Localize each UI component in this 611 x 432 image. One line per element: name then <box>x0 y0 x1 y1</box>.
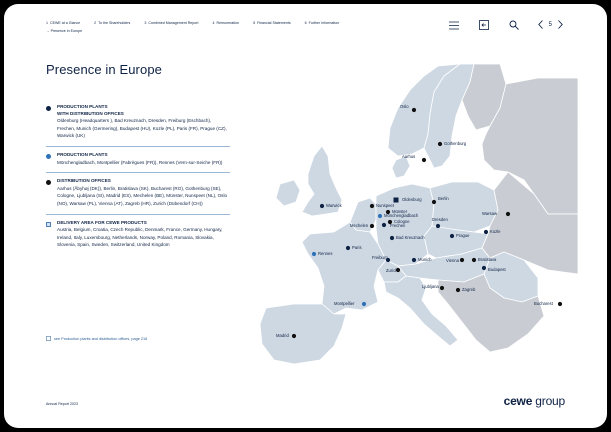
city-label: Kozle <box>490 229 501 234</box>
document-link-icon <box>46 336 51 341</box>
legend-heading: PRODUCTION PLANTS <box>57 104 108 109</box>
page-reference-link[interactable]: see Production plants and distribution offices, page 216 <box>46 336 147 341</box>
navy-dot-icon <box>46 106 51 111</box>
breadcrumb[interactable]: → Presence in Europe <box>46 29 83 33</box>
map-legend <box>46 104 230 260</box>
country-denmark <box>392 156 410 178</box>
city-dot-icon <box>436 224 440 228</box>
legend-heading: WITH DISTRIBUTION OFFICES <box>57 110 124 116</box>
city-dot-icon <box>484 230 488 234</box>
headquarters-square-icon <box>394 198 399 203</box>
report-page <box>4 4 607 428</box>
city-label: Vienna <box>446 258 459 263</box>
city-dot-icon <box>432 200 436 204</box>
nav-item-remuneration[interactable]: 4 Remuneration <box>212 21 240 25</box>
city-label: Munich <box>418 257 432 262</box>
city-label: Prague <box>456 233 470 238</box>
nav-item-management-report[interactable]: 3 Combined Management Report <box>144 21 199 25</box>
city-dot-icon <box>382 223 386 227</box>
pager <box>538 20 563 31</box>
legend-body: Oldenburg (Headquarters ), Bad Kreuznach, Dresden, Freiburg (Eschbach), Frechen, Munich (Germering), Budapest (HU), Kozle (PL), Paris (FR), Prague (CZ), Warwick (UK) <box>57 118 227 139</box>
chevron-left-icon[interactable] <box>538 20 543 31</box>
city-label: Freiburg <box>372 255 388 260</box>
cewe-group-logo: cewe group <box>503 394 565 408</box>
city-dot-icon <box>292 334 296 338</box>
city-kozle <box>484 229 501 234</box>
city-label: Zagreb <box>462 287 476 292</box>
nav-item-shareholders[interactable]: 2 To the Shareholders <box>94 21 131 25</box>
city-label: Bad Kreuznach <box>396 235 425 240</box>
city-label: Berlin <box>438 196 449 201</box>
nav-item-further-information[interactable]: 6 Further Information <box>304 21 340 25</box>
city-dot-icon <box>370 204 374 208</box>
country-ireland <box>276 180 300 206</box>
footer-annual-report: Annual Report 2023 <box>46 402 78 406</box>
city-label: Cologne <box>394 219 410 224</box>
city-dot-icon <box>438 142 442 146</box>
city-label: Münster <box>392 209 408 214</box>
city-label: Mechelen <box>350 223 369 228</box>
search-icon[interactable] <box>508 19 520 31</box>
toolbar <box>448 19 563 31</box>
city-dot-icon <box>460 258 464 262</box>
city-label: Montpellier <box>334 301 355 306</box>
chapter-nav <box>46 21 353 25</box>
legend-heading: DISTRIBUTION OFFICES <box>57 178 111 184</box>
city-oldenburg <box>394 197 423 203</box>
city-dot-icon <box>320 204 324 208</box>
city-dot-icon <box>482 266 486 270</box>
city-label: Oldenburg <box>402 197 422 202</box>
city-bucharest <box>534 301 562 306</box>
city-label: Warwick <box>326 203 342 208</box>
city-dot-icon <box>312 252 316 256</box>
city-label: Budapest <box>488 267 506 272</box>
country-poland <box>430 182 498 232</box>
city-dot-icon <box>506 212 510 216</box>
city-dot-icon <box>370 224 374 228</box>
legend-delivery <box>46 220 230 255</box>
city-bad-kreuznach <box>390 235 425 240</box>
city-dot-icon <box>440 286 444 290</box>
city-label: Paris <box>352 245 362 250</box>
delivery-area-square-icon <box>46 222 51 227</box>
city-dot-icon <box>390 236 394 240</box>
city-label: Bratislava <box>478 257 497 262</box>
city-label: Warsaw <box>482 211 497 216</box>
europe-map <box>238 64 578 364</box>
city-dot-icon <box>362 302 366 306</box>
city-dot-icon <box>412 258 416 262</box>
legend-distribution <box>46 178 230 214</box>
city-dot-icon <box>558 302 562 306</box>
page-title: Presence in Europe <box>46 62 162 77</box>
country-spain-portugal <box>260 304 346 364</box>
legend-body: Aarhus (Åbyhøj (DK)), Berlin, Bratislava (SK), Bucharest (RO), Gothenburg (SE), Cologne, Ljubljana (SI), Madrid (ES), Mechelen (BE), Münster, Nunspeet (NL), Oslo (NO), Warsaw (PL), Vienna (AT), Zagreb (HR), Zurich (Dübendorf (CH)) <box>57 185 228 206</box>
legend-body: Mönchengladbach, Montpellier (Fabrègues (FR)), Rennes (Vern-sur-Seiche (FR)) <box>57 159 223 165</box>
city-label: Zurich <box>386 268 398 273</box>
city-dot-icon <box>450 234 454 238</box>
nav-item-financial-statements[interactable]: 5 Financial Statements <box>253 21 291 25</box>
legend-heading: DELIVERY AREA FOR CEWE PRODUCTS <box>57 219 147 225</box>
menu-icon[interactable] <box>448 19 460 31</box>
back-to-contents-icon[interactable] <box>478 19 490 31</box>
city-dot-icon <box>412 108 416 112</box>
city-dot-icon <box>346 246 350 250</box>
city-label: Rennes <box>318 251 333 256</box>
city-label: Nunspeet <box>376 203 394 208</box>
city-label: Gothenburg <box>444 141 467 146</box>
city-label: Mönchengladbach <box>384 213 419 218</box>
city-dot-icon <box>456 288 460 292</box>
blue-dot-icon <box>46 154 51 159</box>
legend-production <box>46 152 230 173</box>
city-label: Bucharest <box>534 301 553 306</box>
city-m-nchengladbach <box>378 213 419 218</box>
city-dot-icon <box>378 214 382 218</box>
page-number: 5 <box>548 22 552 28</box>
nav-item-glance[interactable]: 1 CEWE at a Glance <box>46 21 81 25</box>
city-label: Dresden <box>432 217 448 222</box>
city-label: Ljubljana <box>422 284 439 289</box>
black-dot-icon <box>46 180 51 185</box>
city-dot-icon <box>472 258 476 262</box>
city-label: Frechen <box>390 223 406 228</box>
legend-production-distribution <box>46 104 230 147</box>
city-label: Oslo <box>400 104 409 109</box>
legend-body: Austria, Belgium, Croatia, Czech Republic, Denmark, France, Germany, Hungary, Ireland, Italy, Luxembourg, Netherlands, Norway, Poland, Romania, Slovakia, Slovenia, Spain, Sweden, Switzerland, United Kingdom <box>57 227 223 248</box>
city-label: Aarhus <box>402 154 416 159</box>
city-dot-icon <box>422 158 426 162</box>
chevron-right-icon[interactable] <box>558 20 563 31</box>
city-label: Madrid <box>276 333 289 338</box>
legend-heading: PRODUCTION PLANTS <box>57 151 108 157</box>
